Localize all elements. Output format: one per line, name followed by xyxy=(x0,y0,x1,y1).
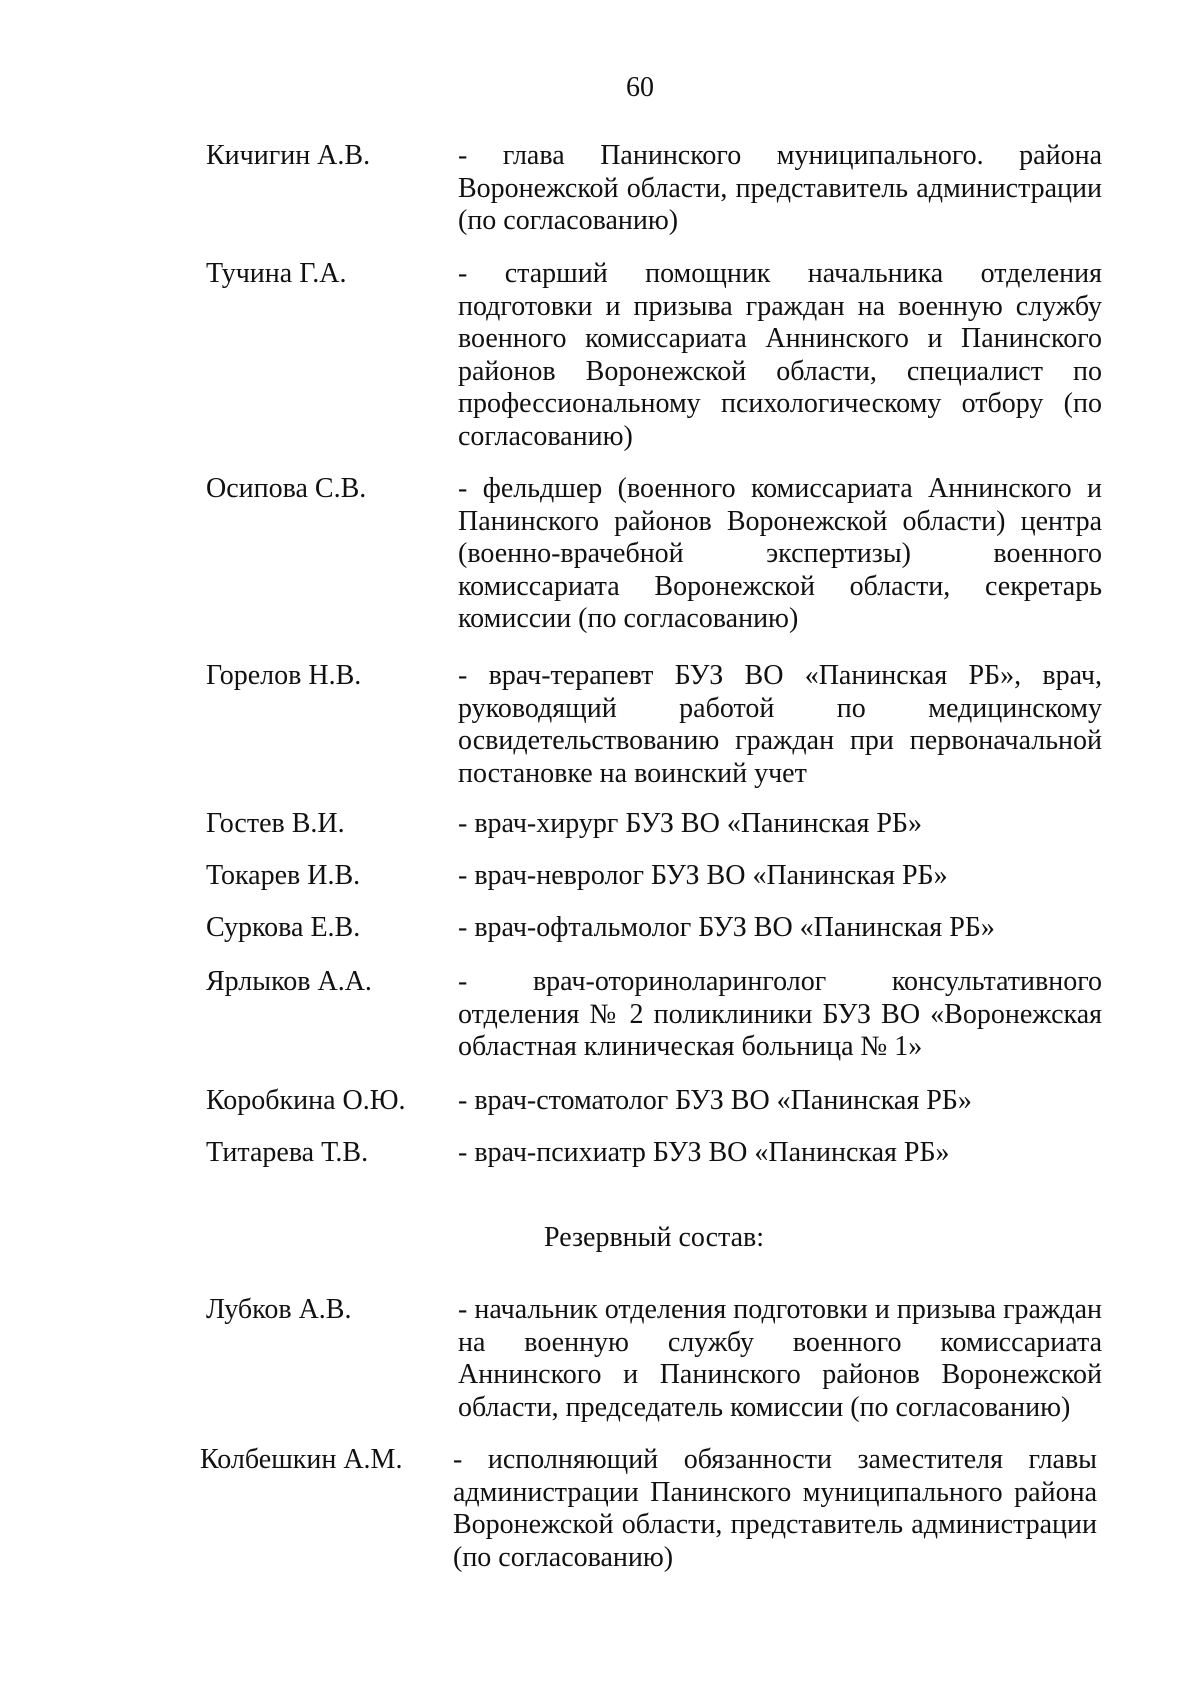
member-role: - старший помощник начальника отделения подготовки и призыва граждан на военную службу военного комиссариата Аннинского и Панинского районов Воронежской области, специалист по профессиональному психологическому отбору (по согласованию) xyxy=(458,258,1102,452)
member-name: Титарева Т.В. xyxy=(206,1137,369,1168)
member-name: Суркова Е.В. xyxy=(206,912,361,943)
member-name: Лубков А.В. xyxy=(206,1294,352,1325)
member-name: Горелов Н.В. xyxy=(206,660,362,691)
member-role: - врач-хирург БУЗ ВО «Панинская РБ» xyxy=(458,808,922,839)
member-role: - врач-оториноларинголог консультативного отделения № 2 поликлиники БУЗ ВО «Воронежская областная клиническая больница № 1» xyxy=(458,966,1102,1062)
member-name: Гостев В.И. xyxy=(206,808,345,839)
member-role: - врач-терапевт БУЗ ВО «Панинская РБ», врач, руководящий работой по медицинскому освидетельствованию граждан при первоначальной постановке на воинский учет xyxy=(458,660,1102,789)
member-name: Осипова С.В. xyxy=(206,473,367,504)
member-role: - врач-стоматолог БУЗ ВО «Панинская РБ» xyxy=(458,1085,972,1116)
member-role: - врач-офтальмолог БУЗ ВО «Панинская РБ» xyxy=(458,912,995,943)
member-name: Ярлыков А.А. xyxy=(206,966,372,997)
member-role: - врач-психиатр БУЗ ВО «Панинская РБ» xyxy=(458,1137,950,1168)
member-name: Кичигин А.В. xyxy=(206,140,371,171)
reserve-section-title: Резервный состав: xyxy=(543,1222,765,1253)
member-role: - исполняющий обязанности заместителя главы администрации Панинского муниципального района Воронежской области, представитель администрации (по согласованию) xyxy=(453,1444,1097,1573)
member-name: Колбешкин А.М. xyxy=(200,1444,403,1475)
member-role: - начальник отделения подготовки и призыва граждан на военную службу военного комиссариата Аннинского и Панинского районов Воронежской области, председатель комиссии (по согласованию) xyxy=(458,1294,1102,1423)
member-name: Токарев И.В. xyxy=(206,860,361,891)
member-role: - глава Панинского муниципального. района Воронежской области, представитель администрации (по согласованию) xyxy=(458,140,1102,236)
member-role: - фельдшер (военного комиссариата Аннинского и Панинского районов Воронежской области) центра (военно-врачебной экспертизы) военного комиссариата Воронежской области, секретарь комиссии (по согласованию) xyxy=(458,473,1102,634)
page-number: 60 xyxy=(626,72,654,103)
member-name: Коробкина О.Ю. xyxy=(206,1085,406,1116)
member-name: Тучина Г.А. xyxy=(206,258,347,289)
member-role: - врач-невролог БУЗ ВО «Панинская РБ» xyxy=(458,860,948,891)
